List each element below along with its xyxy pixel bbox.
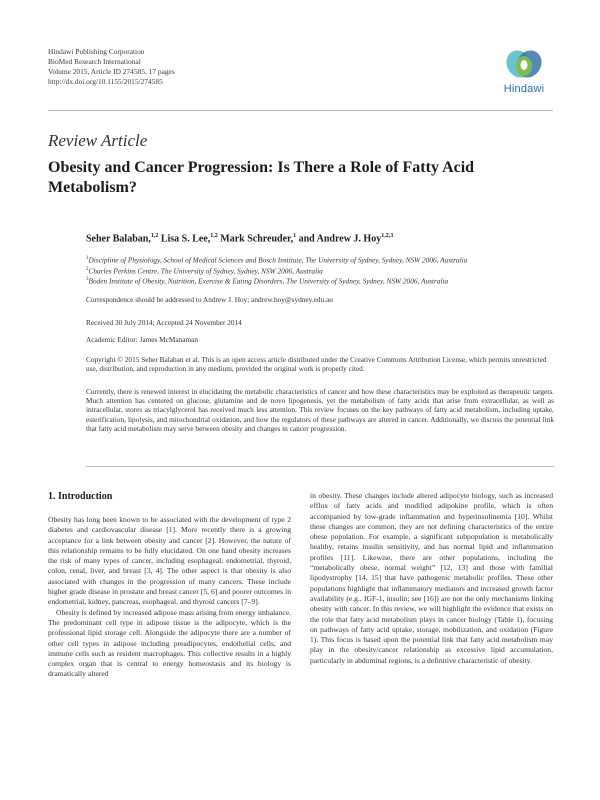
journal-name: BioMed Research International	[48, 57, 141, 66]
author-affiliation-mark: 1,2,3	[381, 233, 394, 239]
affiliations	[86, 254, 554, 286]
paragraph: in obesity. These changes include altered adipocyte biology, such as increased efflux of fatty acids and modified adipokine profile, which is often accompanied by low-grade inflammation and hyperinsulinemia [10]. Whilst these changes are common, they are not defining characteristics of the entire obese population. For example, a significant subpopulation is metabolically healthy, retains insulin sensitivity, and has normal lipid and inflammation profiles [11]. Likewise, there are other populations, including the “metabolically obese, normal weight” [12, 13] and those with familial lipodystrophy [14, 15] that have pathogenic metabolic profiles. These other populations highlight that inflammatory mediators and increased growth factor availability (e.g., IGF-1, insulin; see [16]) are not the only mechanisms linking obesity with cancer. In this review, we will highlight the evidence that exists on the role that fatty acid metabolism plays in cancer biology (Table 1), focusing on pathways of fatty acid uptake, storage, mobilization, and oxidation (Figure 1). This focus is based upon the potential link that fatty acid metabolism may play in the obesity/cancer relationship as excessive lipid accumulation, particularly in abdominal regions, is a definitive characteristic of obesity.	[310, 491, 553, 665]
abstract: Currently, there is renewed interest in elucidating the metabolic characteristics of cancer and how these characteristics may be exploited as therapeutic targets. Much attention has centered on glucose, glutamine and de novo lipogenesis, yet the metabolism of fatty acids that arise from extracellular, as well as intracellular, stores as triacylglycerol has received much less attention. This review focuses on the key pathways of fatty acid metabolism, including uptake, esterification, lipolysis, and mitochondrial oxidation, and how the regulators of these pathways are altered in cancer. Additionally, we discuss the potential link that fatty acid metabolism may serve between obesity and changes in cancer progression.	[86, 387, 554, 433]
author: Seher Balaban,	[86, 233, 151, 245]
correspondence: Correspondence should be addressed to Andrew J. Hoy; andrew.hoy@sydney.edu.au	[86, 295, 333, 304]
affiliation: $^1$Discipline of Physiology, School of Medical Sciences and Bosch Institute, The University of Sydney, Sydney, NSW 2006, Australia	[86, 255, 468, 265]
academic-editor: Academic Editor: James McManaman	[86, 335, 199, 344]
abstract-divider	[86, 466, 554, 467]
logo-text: Hindawi	[503, 83, 545, 95]
author-list	[86, 233, 393, 244]
affiliation: $^2$Charles Perkins Centre, The University of Sydney, Sydney, NSW 2006, Australia	[86, 266, 323, 276]
hindawi-logo-icon	[502, 46, 546, 82]
article-title: Obesity and Cancer Progression: Is There a Role of Fatty Acid Metabolism?	[48, 159, 475, 196]
author-affiliation-mark: 1,2	[150, 233, 159, 239]
hindawi-logo	[496, 46, 552, 95]
article-type: Review Article	[48, 131, 148, 150]
body-column-left	[48, 515, 291, 680]
author: Mark Schreuder,	[220, 233, 294, 245]
doi-link[interactable]: http://dx.doi.org/10.1155/2015/274585	[48, 77, 163, 86]
received-dates: Received 30 July 2014; Accepted 24 November 2014	[86, 318, 242, 327]
paragraph: Obesity is defined by increased adipose mass arising from energy imbalance. The predominant cell type in adipose tissue is the adipocyte, which is the professional lipid storage cell. Alongside the adipocyte there are a number of other cell types in adipose including preadipocytes, endothelial cells, and immune cells such as resident macrophages. This collective results in a highly complex organ that is central to energy homeostasis and its biology is dramatically altered	[48, 607, 291, 679]
copyright-notice: Copyright © 2015 Seher Balaban et al. This is an open access article distributed under the Creative Commons Attribution License, which permits unrestricted use, distribution, and reproduction in any medium, provided the original work is properly cited.	[86, 355, 547, 374]
header-divider	[48, 110, 553, 111]
author-affiliation-mark: 1,2	[210, 233, 218, 239]
body-column-right	[310, 491, 553, 666]
author-affiliation-mark: 1	[293, 233, 297, 239]
publication-info	[48, 47, 175, 87]
author: and Andrew J. Hoy	[298, 233, 382, 245]
paragraph: Obesity has long been known to be associated with the development of type 2 diabetes and cardiovascular disease [1]. More recently there is a growing acceptance for a link between obesity and cancer [2]. However, the nature of this relationship remains to be fully elucidated. On one hand obesity increases the risk of many types of cancer, including esophageal, endometrial, thyroid, colon, renal, liver, and breast [3, 4]. The other aspect is that obesity is also associated with changes in the progression of many cancers. These include higher grade disease in prostate and breast cancer [5, 6] and poorer outcomes in endometrial, kidney, pancreas, esophageal, and thyroid cancers [7–9].	[48, 515, 291, 607]
author: Lisa S. Lee,	[160, 233, 211, 245]
affiliation: $^3$Boden Institute of Obesity, Nutrition, Exercise & Eating Disorders, The University of Sydney, Sydney, NSW 2006, Australia	[86, 276, 449, 286]
publisher-name: Hindawi Publishing Corporation	[48, 47, 145, 56]
section-heading: 1. Introduction	[48, 491, 113, 502]
volume-info: Volume 2015, Article ID 274585, 17 pages	[48, 67, 175, 76]
